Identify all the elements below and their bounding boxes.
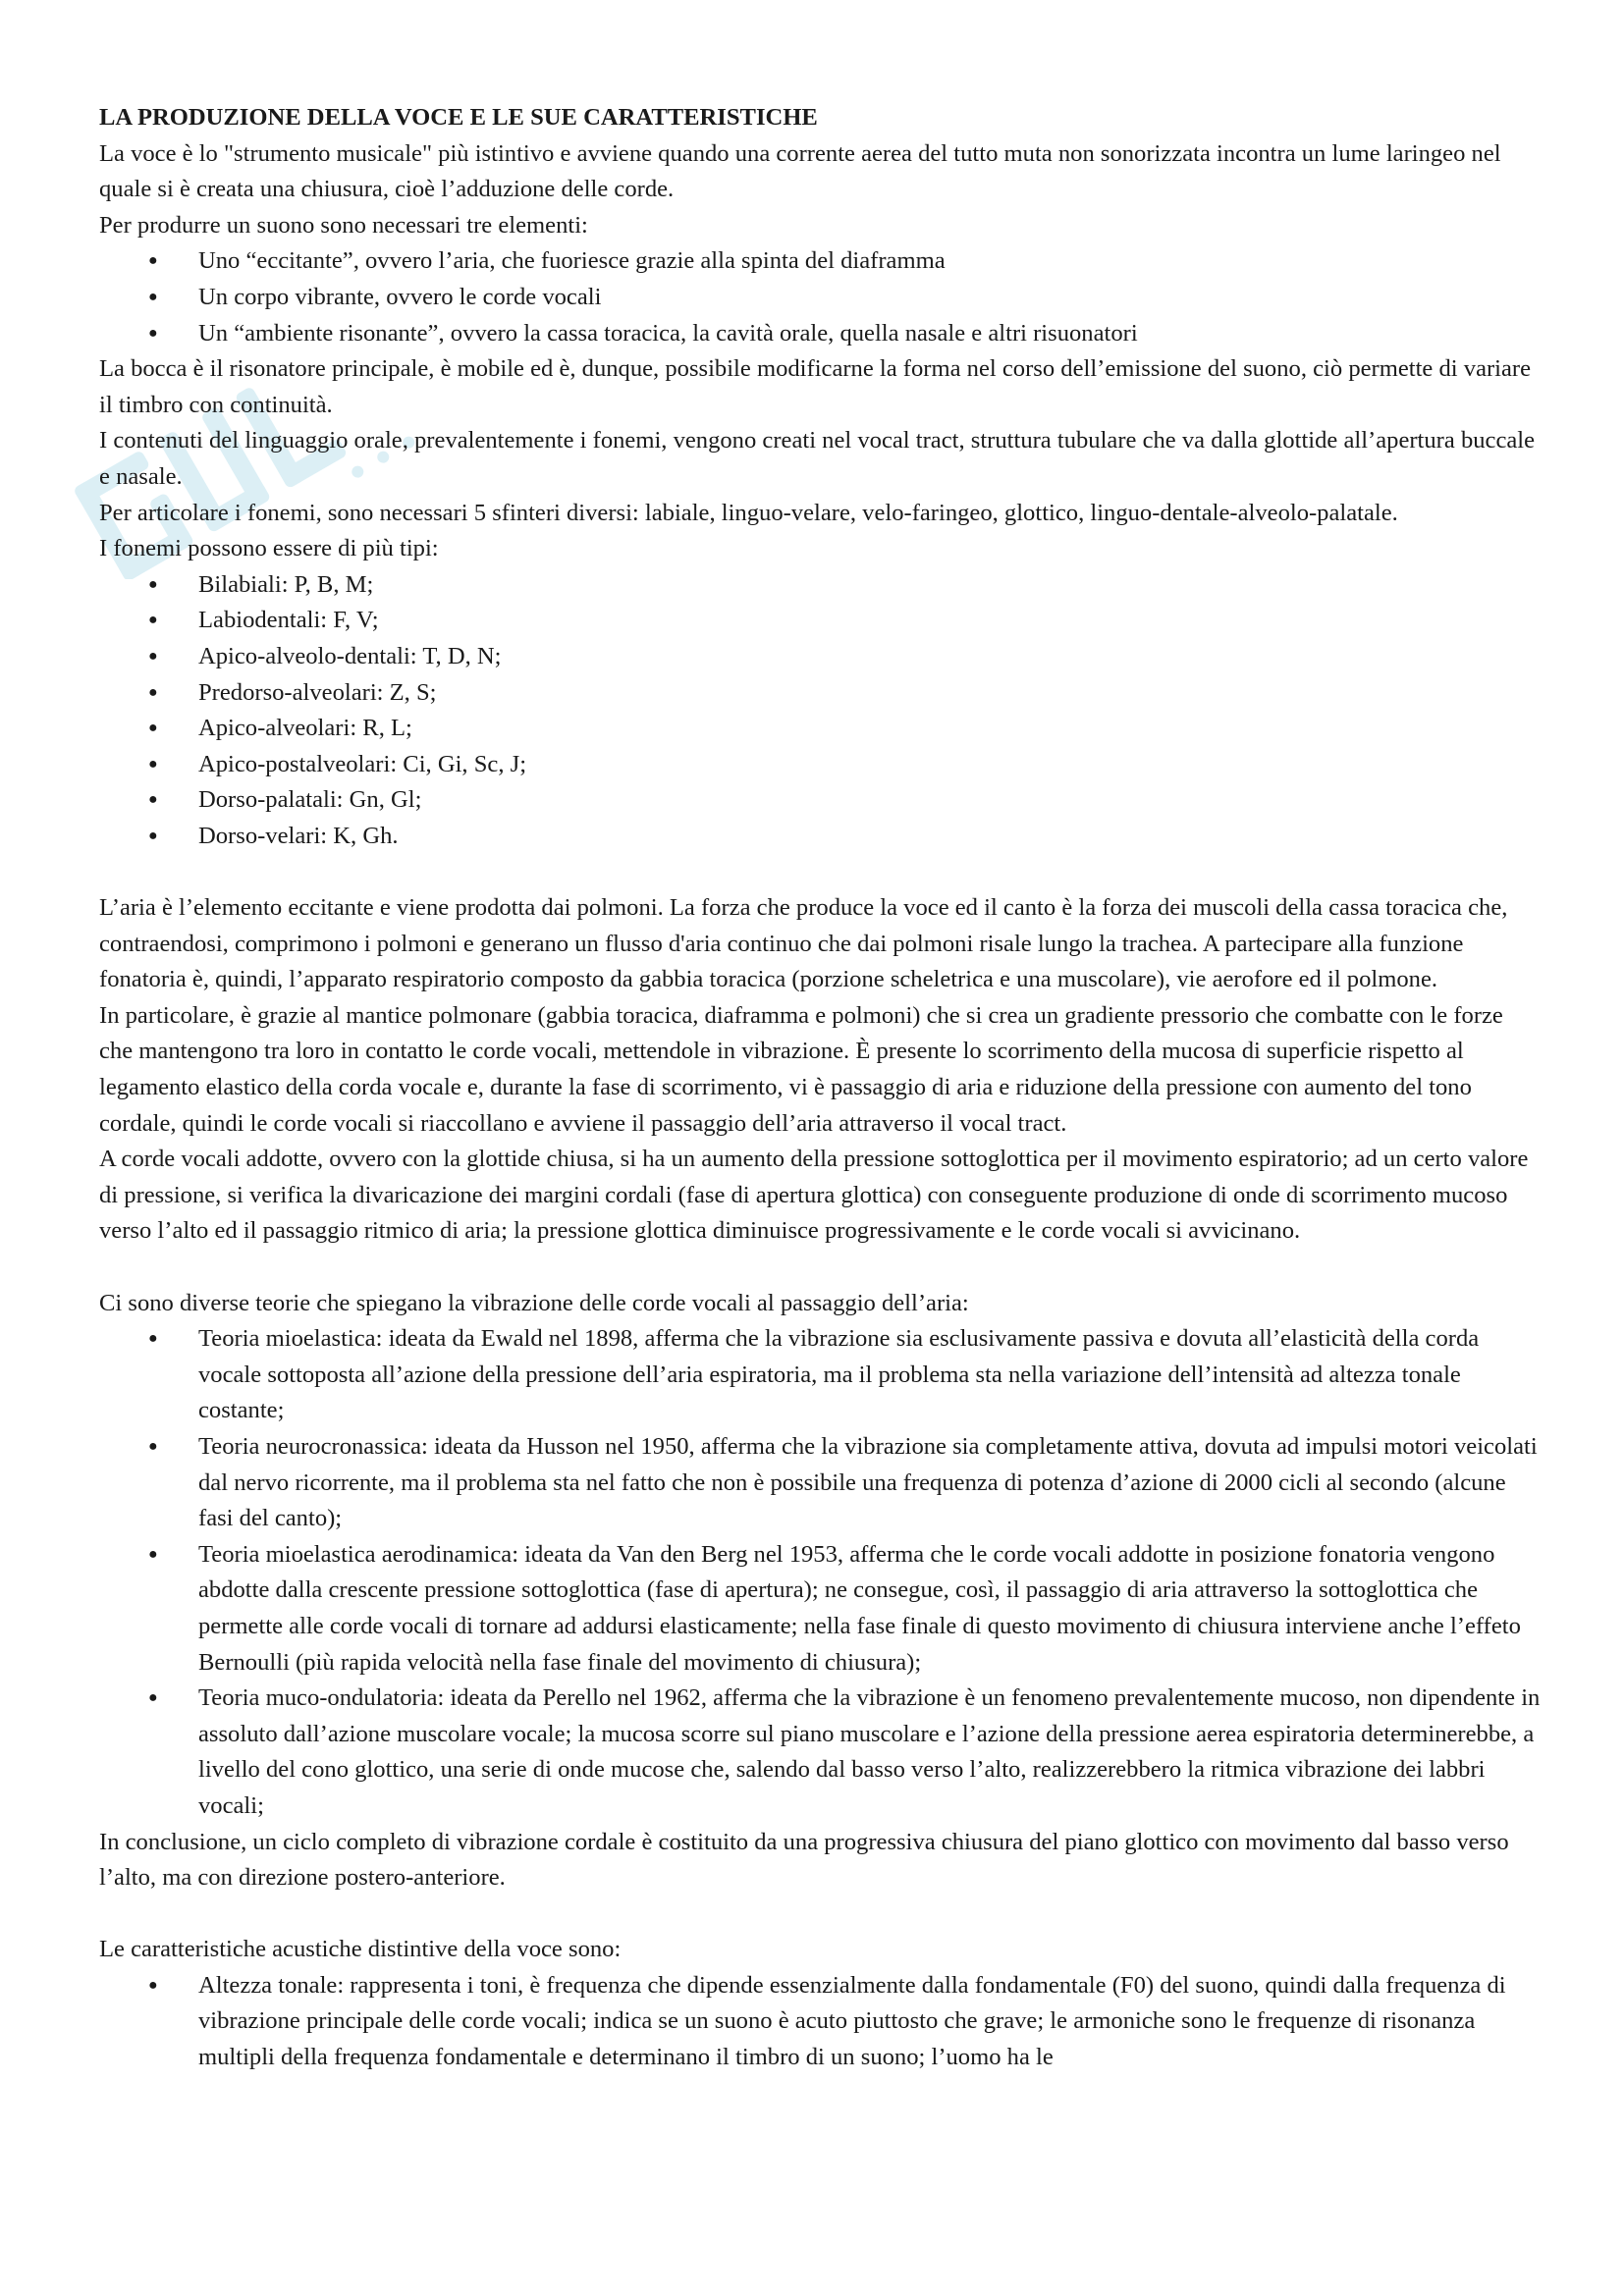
conclusion-paragraph: In conclusione, un ciclo completo di vibrazione cordale è costituito da una progressiva chiusura del piano glottico con movimento dal basso verso l’alto, ma con direzione postero-anteriore. [99,1828,1509,1892]
body-paragraph: I fonemi possono essere di più tipi: [99,535,439,562]
body-paragraph: Per articolare i fonemi, sono necessari 5 sfinteri diversi: labiale, linguo-velare, velo-faringeo, glottico, linguo-dentale-alveolo-palatale. [99,499,1398,526]
bullet-icon: ● [148,683,158,701]
bullet-icon: ● [148,324,158,342]
bullet-icon: ● [148,1437,158,1455]
list-item: ● Teoria neurocronassica: ideata da Husson nel 1950, afferma che la vibrazione sia completamente attiva, dovuta ad impulsi motori veicolati dal nervo ricorrente, ma il problema sta nel fatto che non è possibile una frequenza di potenza d’azione di 2000 cicli al secondo (alcune fasi del canto); [99,1429,1543,1537]
bullet-icon: ● [148,1545,158,1563]
bullet-icon: ● [148,1689,158,1707]
bullet-icon: ● [148,252,158,270]
body-paragraph: In particolare, è grazie al mantice polmonare (gabbia toracica, diaframma e polmoni) che si crea un gradiente pressorio che combatte con le forze che mantengono tra loro in contatto le corde vocali, mettendole in vibrazione. È presente lo scorrimento della mucosa di superficie rispetto al legamento elastico della corda vocale e, durante la fase di scorrimento, vi è passaggio di aria e riduzione della pressione con aumento del tono cordale, quindi le corde vocali si riaccollano e avviene il passaggio dell’aria attraverso il vocal tract. [99,1001,1503,1137]
bullet-icon: ● [148,755,158,773]
paragraph-gap [99,1896,1543,1933]
theories-list [99,1321,1543,1824]
bullet-icon: ● [148,791,158,809]
bullet-icon: ● [148,1976,158,1994]
list-item: ● Un “ambiente risonante”, ovvero la cassa toracica, la cavità orale, quella nasale e altri risuonatori [99,316,1543,352]
list-item: ● Apico-postalveolari: Ci, Gi, Sc, J; [99,747,1543,783]
list-item: ● Teoria muco-ondulatoria: ideata da Perello nel 1962, afferma che la vibrazione è un fenomeno prevalentemente mucoso, non dipendente in assoluto dall’azione muscolare vocale; la mucosa scorre sul piano muscolare e l’azione della pressione aerea espiratoria determinerebbe, a livello del cono glottico, una serie di onde mucose che, salendo dal basso verso l’alto, realizzerebbero la ritmica vibrazione dei labbri vocali; [99,1681,1543,1824]
paragraph-gap [99,854,1543,890]
list-item: ● Uno “eccitante”, ovvero l’aria, che fuoriesce grazie alla spinta del diaframma [99,243,1543,280]
bullet-icon: ● [148,612,158,629]
bullet-icon: ● [148,720,158,737]
paragraph-gap [99,1250,1543,1286]
list-item: ● Apico-alveolari: R, L; [99,711,1543,747]
acoustic-list [99,1968,1543,2076]
list-item: ● Dorso-velari: K, Gh. [99,819,1543,855]
body-paragraph: L’aria è l’elemento eccitante e viene prodotta dai polmoni. La forza che produce la voce ed il canto è la forza dei muscoli della cassa toracica che, contraendosi, comprimono i polmoni e generano un flusso d'aria continuo che dai polmoni risale lungo la trachea. A partecipare alla funzione fonatoria è, quindi, l’apparato respiratorio composto da gabbia toracica (porzione scheletrica e una muscolare), vie aerofore ed il polmone. [99,894,1508,993]
list-item: ● Dorso-palatali: Gn, Gl; [99,782,1543,819]
list-item: ● Altezza tonale: rappresenta i toni, è frequenza che dipende essenzialmente dalla fondamentale (F0) del suono, quindi dalla frequenza di vibrazione principale delle corde vocali; indica se un suono è acuto piuttosto che grave; le armoniche sono le frequenze di risonanza multipli della frequenza fondamentale e determinano il timbro di un suono; l’uomo ha le [99,1968,1543,2076]
list-item: ● Bilabiali: P, B, M; [99,567,1543,604]
document-title: LA PRODUZIONE DELLA VOCE E LE SUE CARATTERISTICHE [99,104,818,131]
list-item: ● Teoria mioelastica aerodinamica: ideata da Van den Berg nel 1953, afferma che le corde vocali addotte in posizione fonatoria vengono abdotte dalla crescente pressione sottoglottica (fase di apertura); ne consegue, così, il passaggio di aria attraverso la sottoglottica che permette alle corde vocali di tornare ad addursi elasticamente; nella fase finale di questo movimento di chiusura interviene anche l’effeto Bernoulli (più rapida velocità nella fase finale del movimento di chiusura); [99,1537,1543,1681]
bullet-icon: ● [148,575,158,593]
phonemes-list [99,567,1543,855]
body-paragraph: I contenuti del linguaggio orale, prevalentemente i fonemi, vengono creati nel vocal tract, struttura tubulare che va dalla glottide all’apertura buccale e nasale. [99,427,1536,490]
document-body [99,100,1543,2076]
list-item: ● Apico-alveolo-dentali: T, D, N; [99,639,1543,675]
elements-list [99,243,1543,351]
intro-paragraph: La voce è lo "strumento musicale" più istintivo e avviene quando una corrente aerea del tutto muta non sonorizzata incontra un lume laringeo nel quale si è creata una chiusura, cioè l’adduzione delle corde. [99,139,1501,203]
theories-intro: Ci sono diverse teorie che spiegano la vibrazione delle corde vocali al passaggio dell’aria: [99,1289,969,1316]
bullet-icon: ● [148,288,158,305]
acoustic-intro: Le caratteristiche acustiche distintive della voce sono: [99,1936,622,1963]
body-paragraph: La bocca è il risonatore principale, è mobile ed è, dunque, possibile modificarne la forma nel corso dell’emissione del suono, ciò permette di variare il timbro con continuità. [99,355,1532,418]
list-item: ● Predorso-alveolari: Z, S; [99,675,1543,712]
bullet-icon: ● [148,827,158,844]
bullet-icon: ● [148,1330,158,1348]
body-paragraph: A corde vocali addotte, ovvero con la glottide chiusa, si ha un aumento della pressione sottoglottica per il movimento espiratorio; ad un certo valore di pressione, si verifica la divaricazione dei margini cordali (fase di apertura glottica) con conseguente produzione di onde di scorrimento mucoso verso l’alto ed il passaggio ritmico di aria; la pressione glottica diminuisce progressivamente e le corde vocali si avvicinano. [99,1146,1529,1245]
list-item: ● Teoria mioelastica: ideata da Ewald nel 1898, afferma che la vibrazione sia esclusivamente passiva e dovuta all’elasticità della corda vocale sottoposta all’azione della pressione dell’aria espiratoria, ma il problema sta nella variazione dell’intensità ad altezza tonale costante; [99,1321,1543,1429]
bullet-icon: ● [148,647,158,665]
list-item: ● Labiodentali: F, V; [99,603,1543,639]
list-item: ● Un corpo vibrante, ovvero le corde vocali [99,280,1543,316]
intro-paragraph: Per produrre un suono sono necessari tre elementi: [99,211,588,239]
